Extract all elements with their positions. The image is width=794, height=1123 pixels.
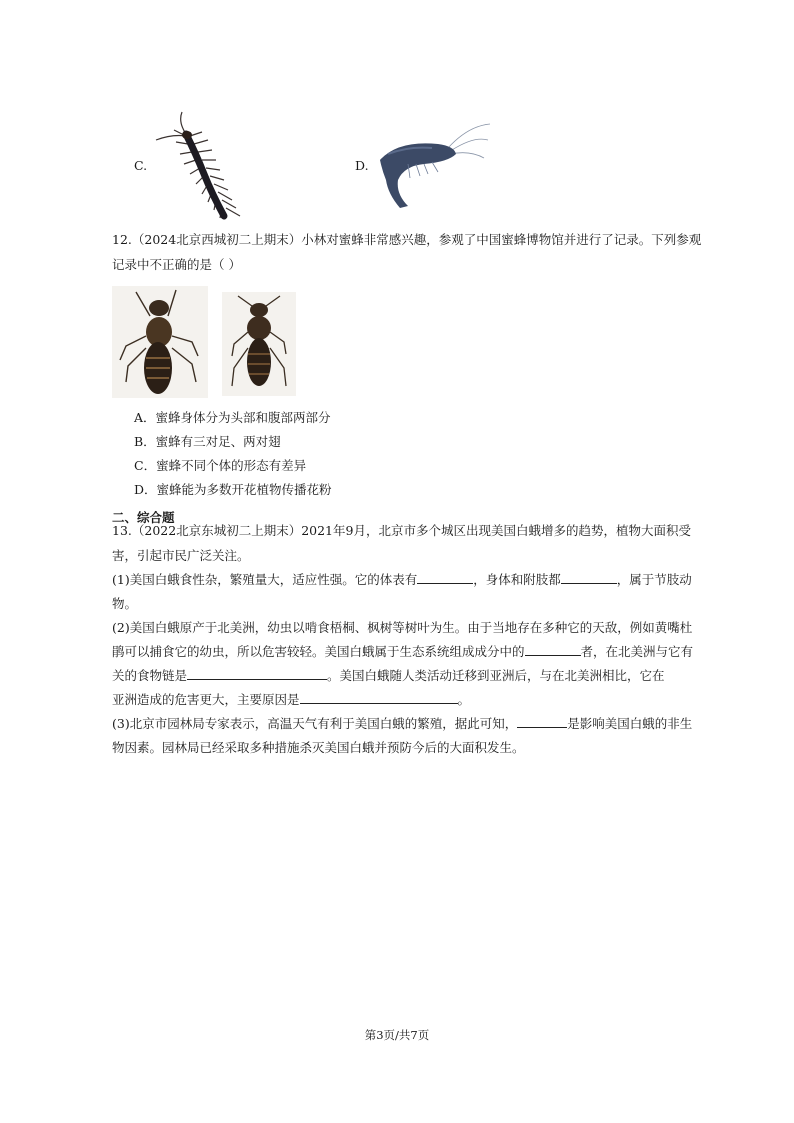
bee-image-right xyxy=(222,292,296,396)
option-d-label: D. xyxy=(355,158,369,173)
q13-part2-text-f: 。 xyxy=(457,692,471,707)
q13-part2-line4 xyxy=(112,689,470,711)
q13-part3-line2: 物因素。园林局已经采取多种措施杀灭美国白蛾并预防今后的大面积发生。 xyxy=(112,740,525,755)
q13-part2-line2 xyxy=(112,641,693,663)
bee-image-left xyxy=(112,286,208,398)
q13-part1-line1 xyxy=(112,569,692,591)
blank-abiotic-factor[interactable] xyxy=(517,713,567,728)
section-title: 二、综合题 xyxy=(112,510,175,525)
q13-part2-text-b: 者，在北美洲与它有 xyxy=(580,644,694,659)
q13-part1-text-b: ，身体和附肢都 xyxy=(473,572,561,587)
q12-option-d: D．蜜蜂能为多数开花植物传播花粉 xyxy=(134,482,332,497)
q13-part1-text-a: (1)美国白蛾食性杂，繁殖量大，适应性强。它的体表有 xyxy=(112,572,418,587)
blank-body-covering[interactable] xyxy=(417,569,473,584)
blank-consumer-type[interactable] xyxy=(525,641,581,656)
q13-part2-text-a: 鹃可以捕食它的幼虫，所以危害较轻。美国白蛾属于生态系统组成成分中的 xyxy=(112,644,525,659)
blank-food-chain[interactable] xyxy=(187,665,327,680)
q13-part2-line1: (2)美国白蛾原产于北美洲，幼虫以啃食梧桐、枫树等树叶为生。由于当地存在多种它的天敌，例如黄嘴杜 xyxy=(112,620,693,635)
q13-stem-line2: 害，引起市民广泛关注。 xyxy=(112,548,250,563)
centipede-image xyxy=(152,104,248,224)
q13-part2-text-d: 。美国白蛾随人类活动迁移到亚洲后，与在北美洲相比，它在 xyxy=(327,668,665,683)
q12-stem-line2: 记录中不正确的是（ ） xyxy=(112,257,241,272)
q12-option-b: B．蜜蜂有三对足、两对翅 xyxy=(134,434,281,449)
q13-part3-text-b: 是影响美国白蛾的非生 xyxy=(567,716,693,731)
option-c-label: C. xyxy=(134,158,148,173)
q12-stem-line1: 12.（2024北京西城初二上期末）小林对蜜蜂非常感兴趣，参观了中国蜜蜂博物馆并进行了记录。下列参观 xyxy=(112,232,702,247)
q13-part3-text-a: (3)北京市园林局专家表示，高温天气有利于美国白蛾的繁殖，据此可知， xyxy=(112,716,518,731)
blank-main-reason[interactable] xyxy=(300,689,458,704)
shrimp-image xyxy=(368,120,492,212)
q13-part2-line3 xyxy=(112,665,665,687)
q12-option-a: A．蜜蜂身体分为头部和腹部两部分 xyxy=(134,410,331,425)
q13-part2-text-c: 关的食物链是 xyxy=(112,668,188,683)
q13-stem-line1: 13.（2022北京东城初二上期末）2021年9月，北京市多个城区出现美国白蛾增多的趋势，植物大面积受 xyxy=(112,523,691,538)
q13-part3-line1 xyxy=(112,713,692,735)
page-footer: 第3页/共7页 xyxy=(364,1028,430,1042)
q13-part1-line2: 物。 xyxy=(112,596,138,611)
q13-part1-text-c: ，属于节肢动 xyxy=(616,572,692,587)
blank-body-segments[interactable] xyxy=(561,569,617,584)
q12-option-c: C．蜜蜂不同个体的形态有差异 xyxy=(134,458,307,473)
q13-part2-text-e: 亚洲造成的危害更大，主要原因是 xyxy=(112,692,300,707)
